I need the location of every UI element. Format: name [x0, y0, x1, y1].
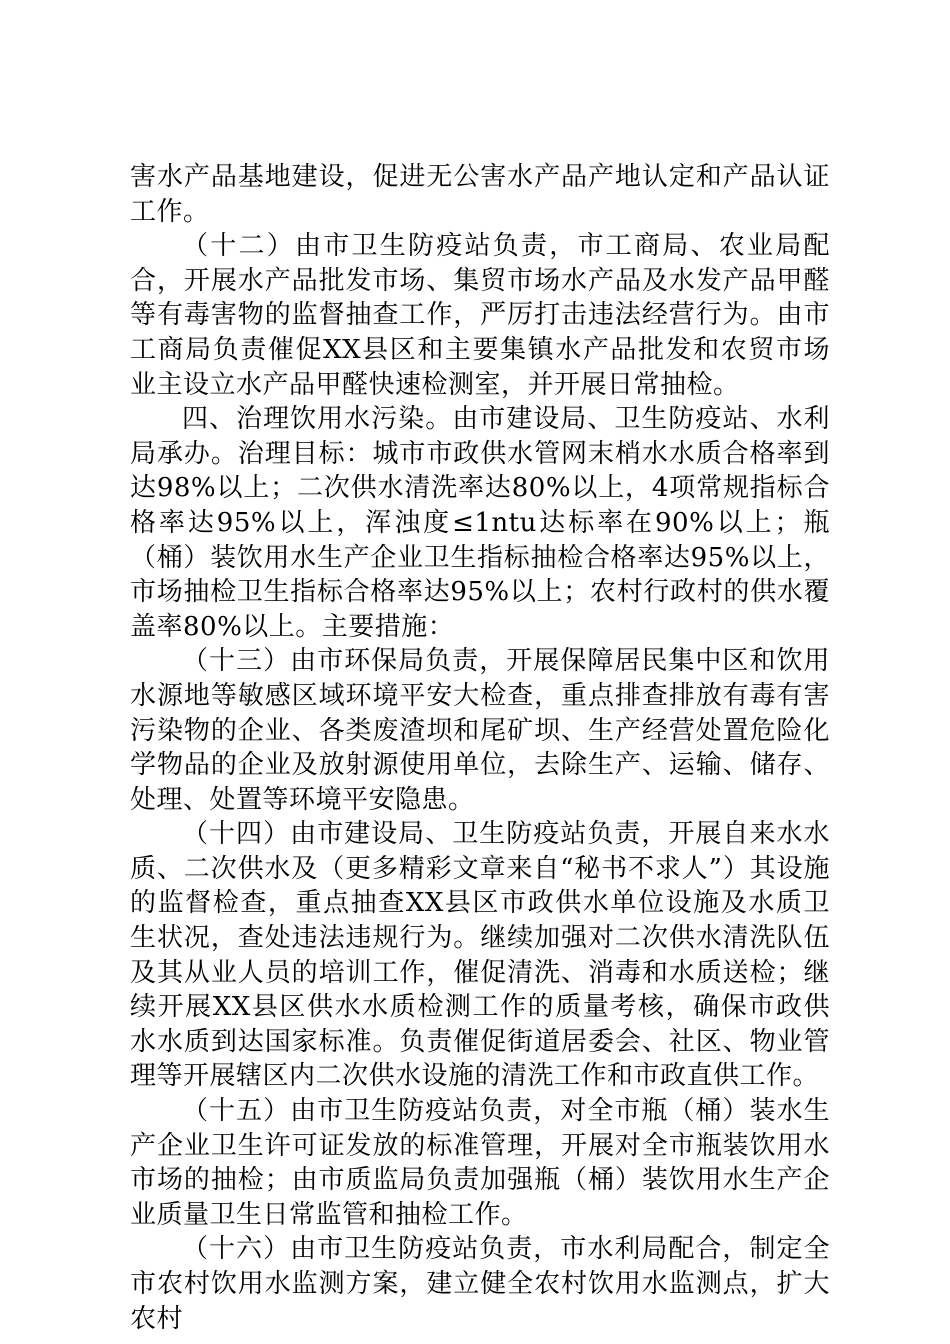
- document-body: [130, 160, 830, 1336]
- paragraph-7: （十六）由市卫生防疫站负责，市水利局配合，制定全市农村饮用水监测方案，建立健全农村饮用水监测点，扩大农村: [130, 1234, 830, 1334]
- paragraph-4: （十三）由市环保局负责，开展保障居民集中区和饮用水源地等敏感区域环境平安大检查，重点排查排放有毒有害污染物的企业、各类废渣坝和尾矿坝、生产经营处置危险化学物品的企业及放射源使用单位，去除生产、运输、储存、处理、处置等环境平安隐患。: [130, 646, 830, 815]
- paragraph-2: （十二）由市卫生防疫站负责，市工商局、农业局配合，开展水产品批发市场、集贸市场水产品及水发产品甲醛等有毒害物的监督抽查工作，严厉打击违法经营行为。由市工商局负责催促XX县区和主要集镇水产品批发和农贸市场业主设立水产品甲醛快速检测室，并开展日常抽检。: [130, 231, 830, 400]
- paragraph-5: （十四）由市建设局、卫生防疫站负责，开展自来水水质、二次供水及（更多精彩文章来自“秘书不求人”）其设施的监督检查，重点抽查XX县区市政供水单位设施及水质卫生状况，查处违法违规行为。继续加强对二次供水清洗队伍及其从业人员的培训工作，催促清洗、消毒和水质送检；继续开展XX县区供水水质检测工作的质量考核，确保市政供水水质到达国家标准。负责催促街道居委会、社区、物业管理等开展辖区内二次供水设施的清洗工作和市政直供工作。: [130, 819, 830, 1092]
- paragraph-3: 四、治理饮用水污染。由市建设局、卫生防疫站、水利局承办。治理目标：城市市政供水管网末梢水水质合格率到达98%以上；二次供水清洗率达80%以上，4项常规指标合格率达95%以上，浑浊度≤1ntu达标率在90%以上；瓶（桶）装饮用水生产企业卫生指标抽检合格率达95%以上，市场抽检卫生指标合格率达95%以上；农村行政村的供水覆盖率80%以上。主要措施：: [130, 404, 830, 642]
- paragraph-6: （十五）由市卫生防疫站负责，对全市瓶（桶）装水生产企业卫生许可证发放的标准管理，开展对全市瓶装饮用水市场的抽检；由市质监局负责加强瓶（桶）装饮用水生产企业质量卫生日常监管和抽检工作。: [130, 1096, 830, 1230]
- paragraph-1: 害水产品基地建设，促进无公害水产品产地认定和产品认证工作。: [130, 162, 830, 227]
